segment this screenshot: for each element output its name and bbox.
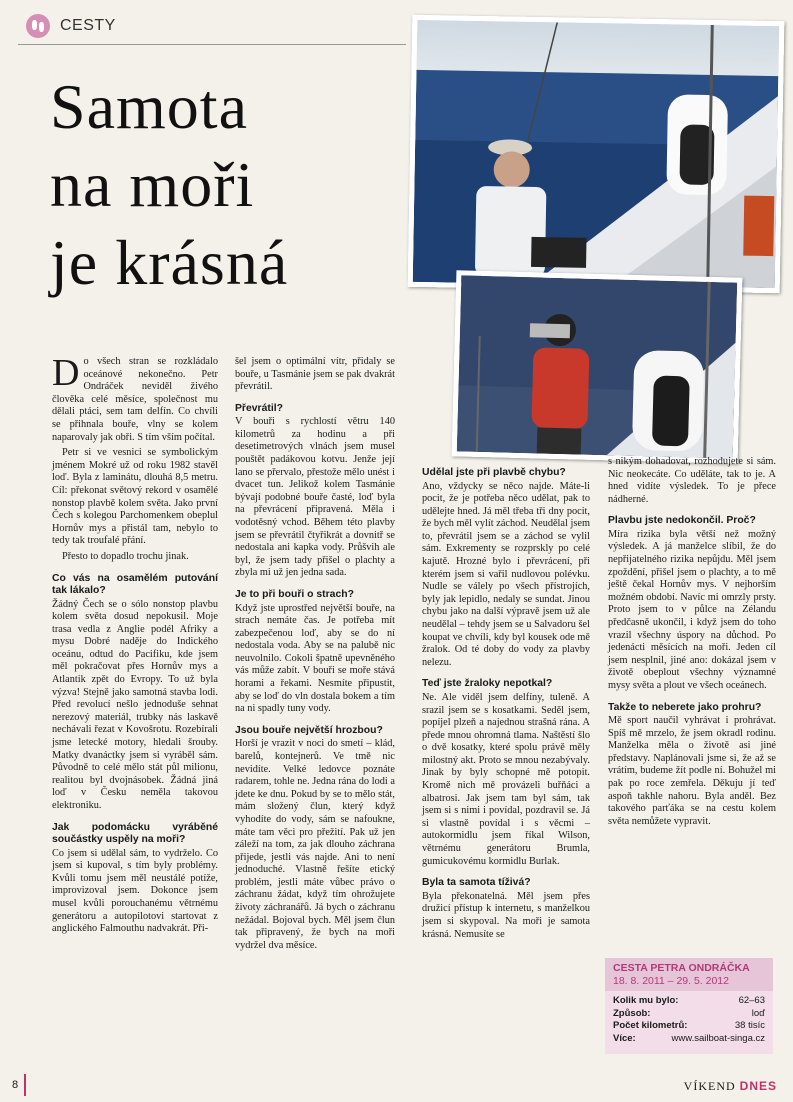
- paragraph: Petr si ve vesnici se symbolickým jménem Mokré už od roku 1982 stavěl loď. Byla z laminátu, dlouhá 8,5 metru. Cíl: překonat světový rekord v osamělé nonstop plavbě kolem světa. Jako první Čech s kolegou Parchomenkem obeplul Hornův mys a přistál tam, nebylo to tedy tak troufalé přání.: [52, 447, 218, 547]
- info-value: loď: [751, 1007, 765, 1019]
- header-rule: [18, 44, 406, 45]
- article-column-2: [235, 356, 395, 955]
- info-box-title: CESTA PETRA ONDRÁČKA: [605, 958, 773, 975]
- info-row: [605, 995, 773, 1008]
- drop-cap: D: [52, 352, 80, 394]
- answer-paragraph: Míra rizika byla větší než možný výsledek. A já manželce slíbil, že do nepřijatelného rizika nepůjdu. Měl jsem zpoždění, přišel jsem o plachty, a to mě ještě čekal Hornův mys. V nejhorším možném období. Navíc mi omrzly prsty. Proto jsem to v půlce na Zélandu předčasně ukončil, i když jsem do toho vrazil všechny úspory na důchod. Po jedenácti měsících na moři. Jeden cíl jsem nesplnil, jiné ano: dokázal jsem v životě obeplout všechny významné mysy světa a plout ve všech oceánech.: [608, 528, 776, 691]
- question-heading: Takže to neberete jako prohru?: [608, 701, 762, 713]
- paragraph: šel jsem o optimální vítr, přidaly se bouře, u Tasmánie jsem se pak dvakrát převrátil.: [235, 356, 395, 393]
- info-key: Způsob:: [613, 1007, 651, 1019]
- answer-paragraph: Byla překonatelná. Měl jsem přes družicí přístup k internetu, s manželkou jsem si skypoval. Na moři je samota krásná. Nemusíte se: [422, 890, 590, 940]
- section-label: CESTY: [60, 17, 116, 34]
- footprints-icon: [26, 14, 50, 38]
- answer-paragraph: Ne. Ale viděl jsem delfíny, tuleně. A srazil jsem se s kosatkami. Seděl jsem, popíjel plzeň a najednou strašná rána. A přede mnou ohromná tlama. Naštěstí šlo o dvě kosatky, které spolu právě měly milostný akt. Proto se mnou nezabývaly. Jinak by byly schopné mě potopit. Kromě nich mě provázeli buřňáci a albatrosi. Jak jsem tam byl sám, tak jsem si s nimi i povídal, pozdravil se. Já si vlastně povídal i s věcmi – autokormidlu jsem říkal Wilson, větrnému generátoru Brumla, gumicukovému kormidlu Burlak.: [422, 691, 590, 867]
- question-heading: Jak podomácku vyráběné součástky uspěly na moři?: [52, 821, 218, 846]
- lead-text: o všech stran se rozkládalo oceánové nekonečno. Petr Ondráček neviděl živého člověka celé měsíce, společnost mu dělali ptáci, sem tam delfín. Co chvíli se přihnala bouře, vlny se kolem naparovaly jak obři. S tím vším počítal.: [52, 356, 218, 443]
- article-column-4: [608, 456, 776, 831]
- brand-dnes: DNES: [739, 1079, 777, 1093]
- article-title: [50, 68, 410, 302]
- answer-paragraph: Co jsem si udělal sám, to vydrželo. Co jsem si kupoval, s tím byly problémy. Kvůli tomu jsem měl neustálé potíže, improvizoval jsem. Dokonce jsem musel kvůli porouchanému větrnému generátoru a autopilotovi startovat z anglického Falmouthu nadvakrát. Při-: [52, 847, 218, 935]
- question-heading: Teď jste žraloky nepotkal?: [422, 678, 553, 690]
- trip-info-box: [605, 958, 773, 1054]
- answer-paragraph: Žádný Čech se o sólo nonstop plavbu kolem světa dosud nepokusil. Moje trasa vedla z Anglie podél Afriky a mysu Dobré naděje do Indického oceánu, odtud do Pacifiku, kde jsem měl pokračovat přes Hornův mys a Atlantik zpět do Evropy. To už byla výzva! Stejně jako samotná stavba lodi. Před revolucí nešlo jednoduše sehnat nerezový materiál, trubky nás laskavě nechávali řezat v Kovošrotu. Rozebírali jsme letecké motory, hledali šrouby. Matky dvanáctky jsem si vyráběl sám. Původně to celé mělo stát půl milionu, realitou byl dvojnásobek. Žádná jiná loď v Česku neměla takovou elektroniku.: [52, 598, 218, 811]
- info-value: 38 tisíc: [734, 1020, 765, 1031]
- title-line: Samota: [50, 71, 248, 142]
- info-box-dates: 18. 8. 2011 – 29. 5. 2012: [605, 975, 773, 991]
- photo-sailor-on-deck: [408, 15, 785, 293]
- question-heading: Je to při bouři o strach?: [235, 589, 354, 600]
- section-header: [18, 14, 398, 40]
- page-number-bar: [24, 1074, 26, 1096]
- answer-paragraph: Horší je vrazit v noci do smetí – klád, barelů, kontejnerů. Ve tmě nic nevidíte. Velké ledovce poznáte radarem, tohle ne. Jedna rána do lodi a jdete ke dnu. Pokud by se to mělo stát, mám složený člun, který když vyhodíte do vody, sám se nafoukne, máte tam věci pro přežití. Pak už jen záleží na tom, za jak dlouho záchrana přijede, jestli vás najde. Ani to není jednoduché. Vlastně řešíte etický problém, jestli máte vůbec právo o záchranu žádat, když tím ohrožujete životy záchranářů. Já bych o záchranu nežádal. Bojoval bych. Měl jsem člun tak připravený, že bych na moři vydržel dva měsíce.: [235, 738, 395, 951]
- paragraph: s nikým dohadovat, rozhodujete si sám. Nic neokecáte. Co uděláte, tak to je. A hned vidíte výsledek. To je přece nádherné.: [608, 456, 776, 505]
- lead-paragraph: [52, 352, 218, 444]
- page-number: 8: [12, 1079, 19, 1091]
- question-heading: Plavbu jste nedokončil. Proč?: [608, 515, 756, 527]
- info-value: 62–63: [738, 995, 765, 1006]
- info-row: [605, 1033, 773, 1046]
- info-key: Počet kilometrů:: [613, 1020, 688, 1031]
- question-heading: Převrátil?: [235, 402, 283, 414]
- answer-paragraph: V bouři s rychlostí větru 140 kilometrů za hodinu a při desetimetrových vlnách jsem musel pouštět padákovou kotvu. Jenže její lano se přervalo, přestože mělo unést i dvacet tun. Jelikož kolem Tasmánie bývají podobné bouře časté, loď byla na převrácení připravená. Měla i vodotěsný vchod. Během této plavby jsem se převrátil čtyřikrát a dovnitř se nedostala ani kapka vody. Průšvih ale byl, že jsem tady přišel o plachty a zbyla mi už jen jedna sada.: [235, 416, 395, 579]
- info-row: [605, 1020, 773, 1033]
- paragraph: Přesto to dopadlo trochu jinak.: [62, 550, 189, 562]
- info-link[interactable]: www.sailboat-singa.cz: [671, 1032, 765, 1044]
- question-heading: Co vás na osamělém putování tak lákalo?: [52, 572, 218, 596]
- title-line: na moři: [50, 149, 255, 220]
- answer-paragraph: Když jste uprostřed největší bouře, na strach nemáte čas. Je potřeba mít zabezpečenou loď, aby se do ní nedostala voda. Aby se na palubě nic neuvolnilo. Cokoli špatně upevněného vás může zabít. V bouři se moře stává horami a řekami. Nesmíte připustit, aby se loď do vln dostala bokem a tím na ni spadly tuny vody.: [235, 602, 395, 715]
- question-heading: Byla ta samota tíživá?: [422, 877, 531, 889]
- photo-sailor-binoculars: [452, 270, 743, 463]
- info-key: Více:: [613, 1032, 636, 1044]
- question-heading: Udělal jste při plavbě chybu?: [422, 467, 566, 478]
- info-row: [605, 1008, 773, 1021]
- magazine-brand: [684, 1079, 777, 1094]
- article-column-1: [52, 352, 218, 939]
- answer-paragraph: Mě sport naučil vyhrávat i prohrávat. Spíš mě mrzelo, že jsem okradl rodinu. Manželka měla o životě asi jiné představy. Naplánovali jsme si, že až se vrátím, budeme žít podle ní. Bohužel mi pak po roce zemřela. Děkuju jí teď aspoň takhle nahoru. Byla anděl. Bez takového parťáka se na cestu kolem světa nemůžete vypravit.: [608, 715, 776, 827]
- answer-paragraph: Ano, vždycky se něco najde. Máte-li pocit, že je potřeba něco udělat, pak to udělejte hned. Já měl třeba tři dny pocit, že bych měl vylít záchod. Neudělal jsem to, převrátil jsem se a záchod se vylil sám. Exkrementy se rozprskly po celé kajutě. Hrozné bylo i převrácení, při kterém jsem si vařil nudlovou polévku. Nudle se válely po všech přístrojích, byly jak lepidlo, nedaly se sundat. Jinou chybu jako na další výpravě jsem už ale neudělal – tehdy jsem se u Salvadoru šel koupat ve chvíli, kdy byl kousek ode mě žralok. Od té doby do vody za plavby nelezu.: [422, 480, 590, 668]
- article-column-3: [422, 458, 590, 944]
- info-key: Kolik mu bylo:: [613, 995, 679, 1006]
- brand-vikend: VÍKEND: [683, 1079, 736, 1093]
- question-heading: Jsou bouře největší hrozbou?: [235, 724, 383, 736]
- title-line: je krásná: [50, 227, 289, 298]
